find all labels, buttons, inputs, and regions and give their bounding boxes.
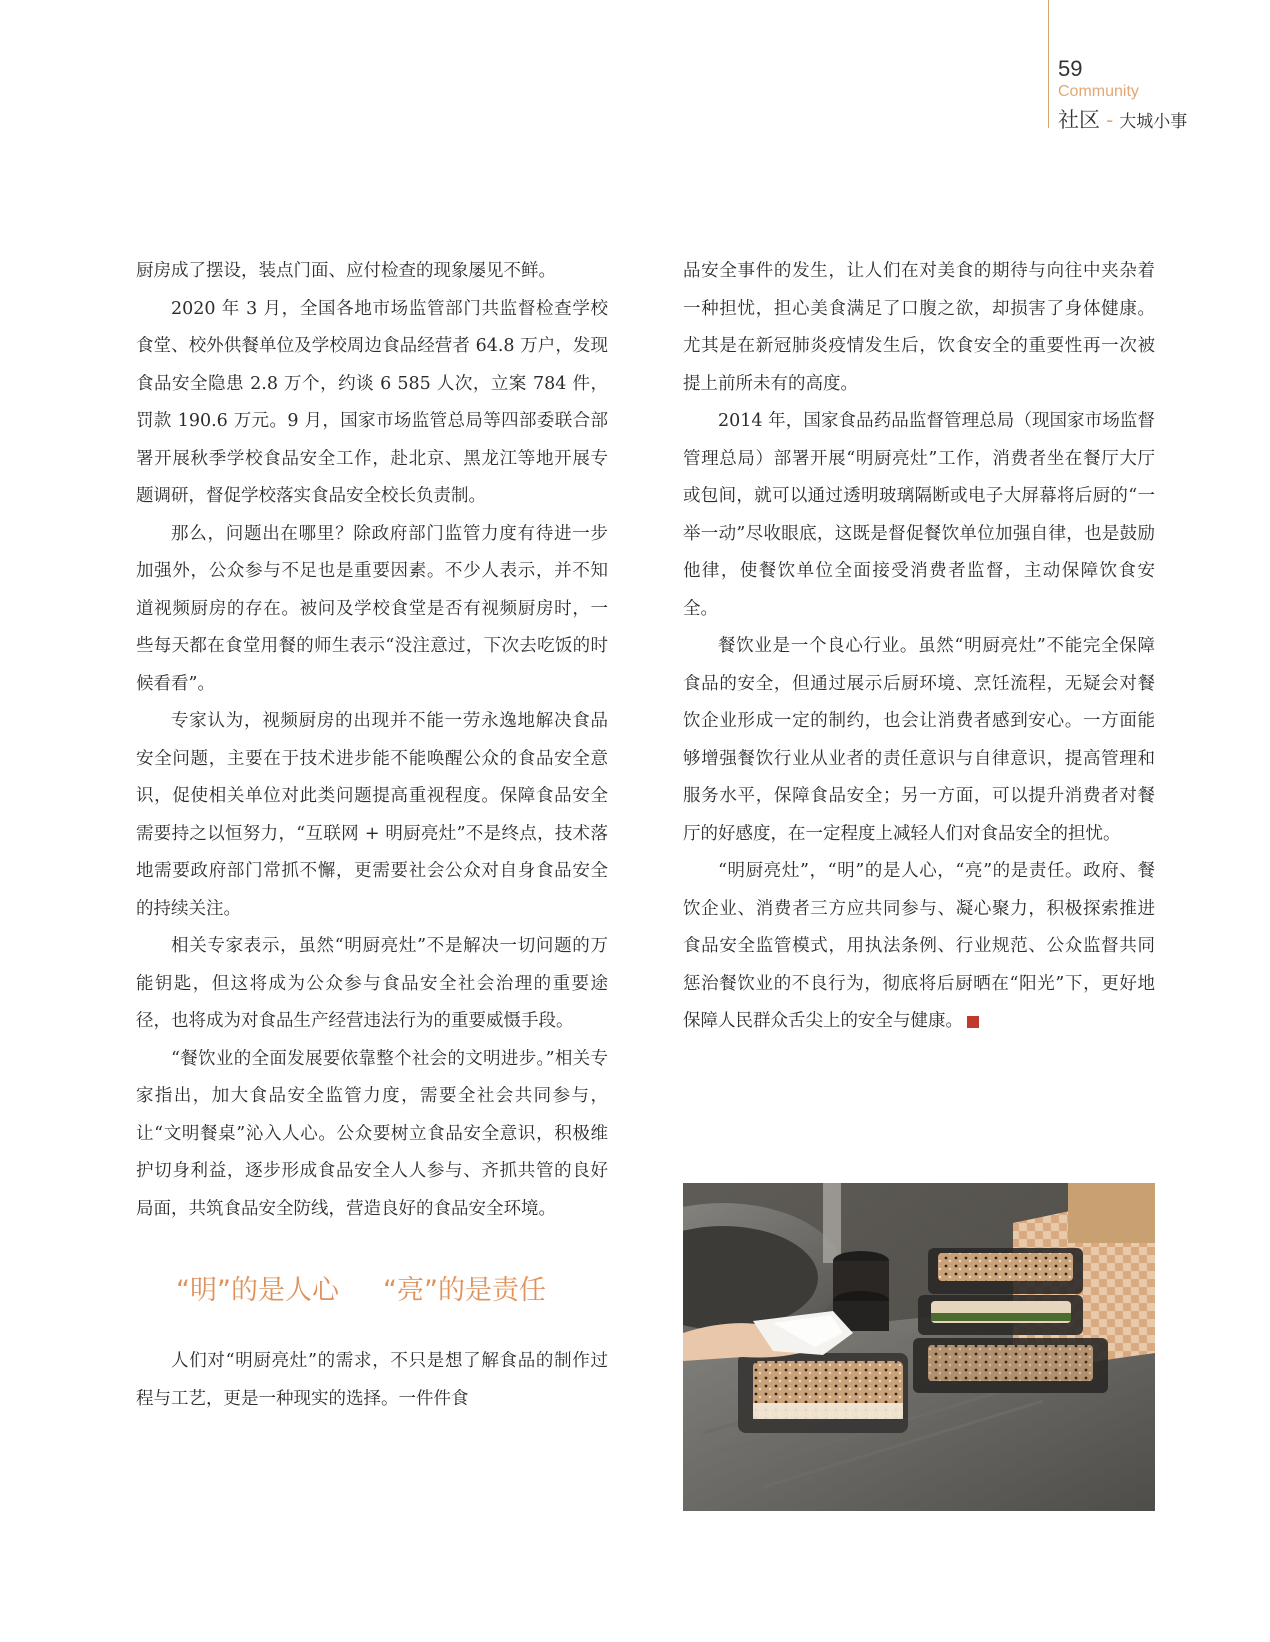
paragraph: 厨房成了摆设，装点门面、应付检查的现象屡见不鲜。 — [136, 261, 556, 281]
subheading-part: “明”的是人心 — [176, 1275, 339, 1306]
section-label-en: Community — [1058, 83, 1139, 100]
right-column — [683, 253, 1155, 1041]
subsection-name: 大城小事 — [1119, 112, 1188, 132]
paragraph — [683, 853, 1155, 1041]
subheading-part: “亮”的是责任 — [382, 1275, 546, 1306]
section-label-cn — [1058, 104, 1187, 134]
header-rule — [1048, 0, 1049, 128]
paragraph: 2020 年 3 月，全国各地市场监管部门共监督检查学校食堂、校外供餐单位及学校周边食品经营者 64.8 万户，发现食品安全隐患 2.8 万个，约谈 6 585 人次，立案 784 件，罚款 190.6 万元。9 月，国家市场监管总局等四部委联合部署开展秋季学校食品安全工作，赴北京、黑龙江等地开展专题调研，督促学校落实食品安全校长负责制。 — [136, 298, 608, 506]
section-separator: - — [1106, 108, 1114, 132]
section-subheading — [136, 1271, 608, 1311]
paragraph: 专家认为，视频厨房的出现并不能一劳永逸地解决食品安全问题，主要在于技术进步能不能唤醒公众的食品安全意识，促使相关单位对此类问题提高重视程度。保障食品安全需要持之以恒努力，“互联网 + 明厨亮灶”不是终点，技术落地需要政府部门常抓不懈，更需要社会公众对自身食品安全的持续关注。 — [136, 711, 608, 919]
left-column — [136, 253, 608, 1418]
paragraph: 品安全事件的发生，让人们在对美食的期待与向往中夹杂着一种担忧，担心美食满足了口腹之欲，却损害了身体健康。尤其是在新冠肺炎疫情发生后，饮食安全的重要性再一次被提上前所未有的高度。 — [683, 261, 1155, 394]
article-photo — [683, 1183, 1155, 1511]
page-number: 59 — [1058, 56, 1083, 81]
paragraph: 人们对“明厨亮灶”的需求，不只是想了解食品的制作过程与工艺，更是一种现实的选择。一件件食 — [136, 1351, 608, 1409]
end-mark-icon: S — [967, 1016, 979, 1028]
section-name: 社区 — [1058, 108, 1100, 132]
paragraph-text: “明厨亮灶”，“明”的是人心，“亮”的是责任。政府、餐饮企业、消费者三方应共同参与、凝心聚力，积极探索推进食品安全监管模式，用执法条例、行业规范、公众监督共同惩治餐饮业的不良行为，彻底将后厨晒在“阳光”下，更好地保障人民群众舌尖上的安全与健康。 — [683, 861, 1155, 1031]
paragraph: “餐饮业的全面发展要依靠整个社会的文明进步。”相关专家指出，加大食品安全监管力度，需要全社会共同参与，让“文明餐桌”沁入人心。公众要树立食品安全意识，积极维护切身利益，逐步形成食品安全人人参与、齐抓共管的良好局面，共筑食品安全防线，营造良好的食品安全环境。 — [136, 1048, 608, 1219]
paragraph: 餐饮业是一个良心行业。虽然“明厨亮灶”不能完全保障食品的安全，但通过展示后厨环境、烹饪流程，无疑会对餐饮企业形成一定的制约，也会让消费者感到安心。一方面能够增强餐饮行业从业者的责任意识与自律意识，提高管理和服务水平，保障食品安全；另一方面，可以提升消费者对餐厅的好感度，在一定程度上减轻人们对食品安全的担忧。 — [683, 636, 1155, 844]
paragraph: 那么，问题出在哪里？除政府部门监管力度有待进一步加强外，公众参与不足也是重要因素。不少人表示，并不知道视频厨房的存在。被问及学校食堂是否有视频厨房时，一些每天都在食堂用餐的师生表示“没注意过，下次去吃饭的时候看看”。 — [136, 523, 608, 694]
paragraph: 2014 年，国家食品药品监督管理总局（现国家市场监督管理总局）部署开展“明厨亮灶”工作，消费者坐在餐厅大厅或包间，就可以通过透明玻璃隔断或电子大屏幕将后厨的“一举一动”尽收眼底，这既是督促餐饮单位加强自律，也是鼓励他律，使餐饮单位全面接受消费者监督，主动保障饮食安全。 — [683, 411, 1155, 619]
paragraph: 相关专家表示，虽然“明厨亮灶”不是解决一切问题的万能钥匙，但这将成为公众参与食品安全社会治理的重要途径，也将成为对食品生产经营违法行为的重要威慑手段。 — [136, 936, 608, 1031]
photo-illustration — [683, 1183, 1155, 1511]
